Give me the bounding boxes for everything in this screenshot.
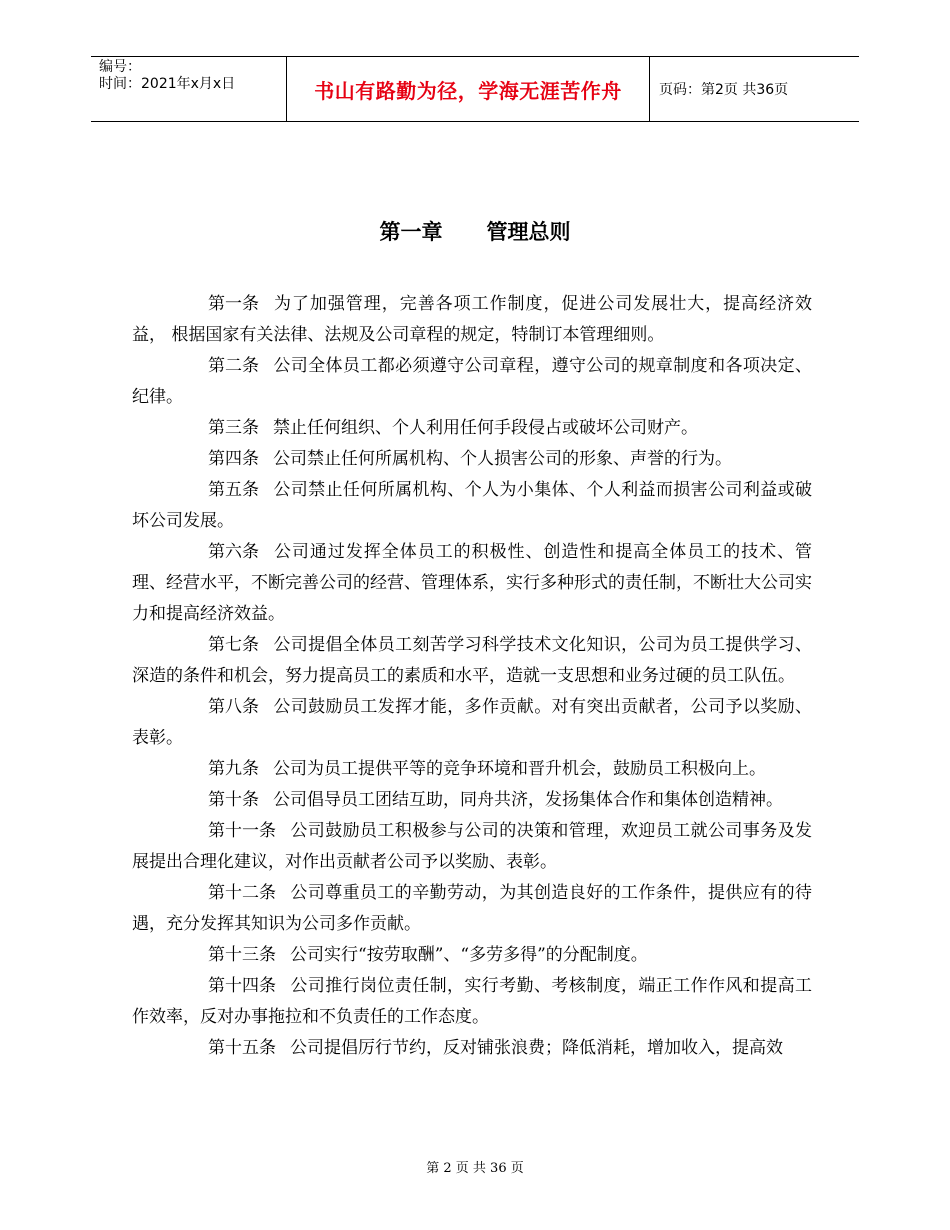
article-paragraph [132,785,812,816]
article-paragraph [132,444,812,475]
article-number: 第九条 [208,759,259,779]
header-meta [91,57,287,121]
chapter-title [0,216,950,246]
page-header [91,56,859,122]
article-paragraph [132,413,812,444]
article-number: 第八条 [208,697,259,717]
article-text: 公司推行岗位责任制，实行考勤、考核制度，端正工作作风和提高工作效率，反对办事拖拉和不负责任的工作态度。 [132,976,812,1027]
article-text: 公司尊重员工的辛勤劳动，为其创造良好的工作条件，提供应有的待遇，充分发挥其知识为公司多作贡献。 [132,883,812,934]
article-paragraph [132,289,812,351]
article-text: 公司为员工提供平等的竞争环境和晋升机会，鼓励员工积极向上。 [273,759,766,779]
document-number-label: 编号： [99,59,141,75]
article-text: 公司通过发挥全体员工的积极性、创造性和提高全体员工的技术、管理、经营水平，不断完善公司的经营、管理体系，实行多种形式的责任制，不断壮大公司实力和提高经济效益。 [132,542,812,624]
article-number: 第十四条 [208,976,276,996]
document-date-label: 时间：2021年x月x日 [99,76,236,92]
article-text: 公司禁止任何所属机构、个人为小集体、个人利益而损害公司利益或破 坏公司发展。 [132,480,812,531]
article-list [132,289,812,1064]
article-text: 为了加强管理，完善各项工作制度，促进公司发展壮大，提高经济效益， 根据国家有关法律、法规及公司章程的规定，特制订本管理细则。 [132,294,812,345]
article-number: 第十条 [208,790,259,810]
article-text: 公司全体员工都必须遵守公司章程，遵守公司的规章制度和各项决定、纪律。 [132,356,812,407]
article-paragraph [132,754,812,785]
header-page-info: 页码：第2页 共36页 [659,82,789,98]
page-footer: 第 2 页 共 36 页 [426,1161,524,1176]
article-paragraph [132,1033,812,1064]
article-text: 公司提倡全体员工刻苦学习科学技术文化知识，公司为员工提供学习、深造的条件和机会，努力提高员工的素质和水平，造就一支思想和业务过硬的员工队伍。 [132,635,812,686]
chapter-name: 管理总则 [486,220,571,244]
article-paragraph [132,537,812,630]
article-paragraph [132,878,812,940]
article-text: 禁止任何组织、个人利用任何手段侵占或破坏公司财产。 [273,418,698,438]
article-number: 第四条 [208,449,259,469]
article-text: 公司实行“按劳取酬”、“多劳多得”的分配制度。 [290,945,648,965]
article-number: 第十五条 [208,1038,276,1058]
article-number: 第十二条 [208,883,276,903]
article-paragraph [132,351,812,413]
chapter-number: 第一章 [379,220,443,244]
article-paragraph [132,692,812,754]
article-paragraph [132,630,812,692]
article-text: 公司禁止任何所属机构、个人损害公司的形象、声誉的行为。 [273,449,732,469]
article-text: 公司鼓励员工积极参与公司的决策和管理，欢迎员工就公司事务及发展提出合理化建议，对作出贡献者公司予以奖励、表彰。 [132,821,812,872]
article-text: 公司鼓励员工发挥才能，多作贡献。对有突出贡献者，公司予以奖励、表彰。 [132,697,812,748]
article-number: 第五条 [208,480,259,500]
header-motto: 书山有路勤为径，学海无涯苦作舟 [287,57,650,121]
article-number: 第一条 [208,294,259,314]
article-number: 第三条 [208,418,259,438]
article-number: 第六条 [208,542,259,562]
article-paragraph [132,475,812,537]
article-number: 第十三条 [208,945,276,965]
article-text: 公司倡导员工团结互助，同舟共济，发扬集体合作和集体创造精神。 [273,790,783,810]
article-paragraph [132,940,812,971]
article-number: 第二条 [208,356,259,376]
article-number: 第十一条 [208,821,276,841]
article-text: 公司提倡厉行节约，反对铺张浪费；降低消耗，增加收入，提高效 [290,1038,783,1058]
article-paragraph [132,816,812,878]
article-number: 第七条 [208,635,259,655]
article-paragraph [132,971,812,1033]
